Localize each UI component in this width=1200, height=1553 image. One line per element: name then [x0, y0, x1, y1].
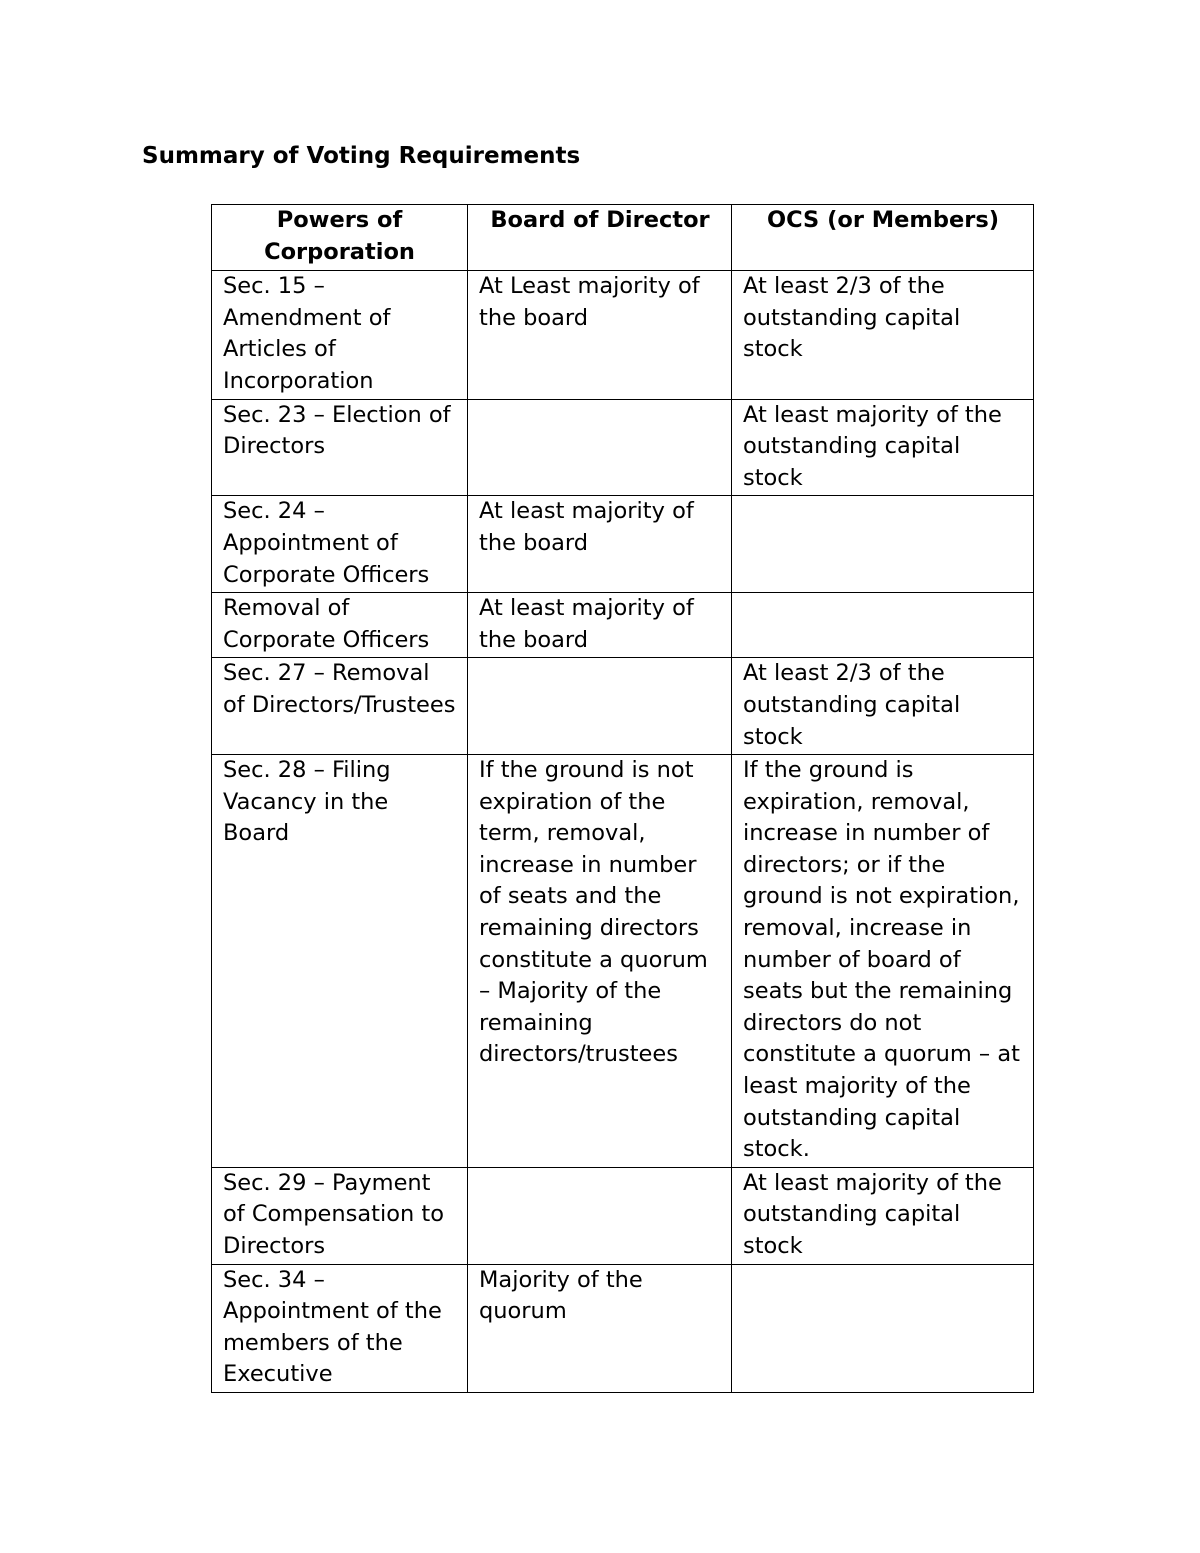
table-row: [212, 1167, 1034, 1264]
board-cell: [468, 399, 732, 496]
table-row: [212, 1264, 1034, 1392]
power-cell: Sec. 34 – Appointment of the members of the Executive: [212, 1264, 468, 1392]
board-cell: At least majority of the board: [468, 593, 732, 658]
power-cell: Sec. 28 – Filing Vacancy in the Board: [212, 755, 468, 1168]
power-cell: Sec. 27 – Removal of Directors/Trustees: [212, 658, 468, 755]
table-row: [212, 593, 1034, 658]
ocs-cell: [732, 496, 1034, 593]
board-cell: [468, 658, 732, 755]
ocs-cell: At least 2/3 of the outstanding capital stock: [732, 658, 1034, 755]
board-cell: At Least majority of the board: [468, 271, 732, 399]
header-powers-of-corporation: Powers of Corporation: [212, 205, 468, 271]
power-cell: Sec. 24 – Appointment of Corporate Officers: [212, 496, 468, 593]
power-cell: Sec. 15 – Amendment of Articles of Incorporation: [212, 271, 468, 399]
voting-requirements-table: [211, 204, 1034, 1393]
ocs-cell: At least majority of the outstanding capital stock: [732, 1167, 1034, 1264]
board-cell: At least majority of the board: [468, 496, 732, 593]
ocs-cell: [732, 1264, 1034, 1392]
header-ocs-members: OCS (or Members): [732, 205, 1034, 271]
table-row: [212, 658, 1034, 755]
power-cell: Removal of Corporate Officers: [212, 593, 468, 658]
board-cell: [468, 1167, 732, 1264]
table-row: [212, 755, 1034, 1168]
ocs-cell: At least majority of the outstanding capital stock: [732, 399, 1034, 496]
table-row: [212, 271, 1034, 399]
table-header-row: [212, 205, 1034, 271]
power-cell: Sec. 23 – Election of Directors: [212, 399, 468, 496]
board-cell: Majority of the quorum: [468, 1264, 732, 1392]
header-board-of-director: Board of Director: [468, 205, 732, 271]
board-cell: If the ground is not expiration of the term, removal, increase in number of seats and the remaining directors constitute a quorum – Majority of the remaining directors/trustees: [468, 755, 732, 1168]
document-title: Summary of Voting Requirements: [142, 143, 581, 169]
ocs-cell: If the ground is expiration, removal, increase in number of directors; or if the ground is not expiration, removal, increase in number of board of seats but the remaining directors do not constitute a quorum – at least majority of the outstanding capital stock.: [732, 755, 1034, 1168]
ocs-cell: [732, 593, 1034, 658]
table-row: [212, 399, 1034, 496]
ocs-cell: At least 2/3 of the outstanding capital stock: [732, 271, 1034, 399]
table-row: [212, 496, 1034, 593]
power-cell: Sec. 29 – Payment of Compensation to Directors: [212, 1167, 468, 1264]
